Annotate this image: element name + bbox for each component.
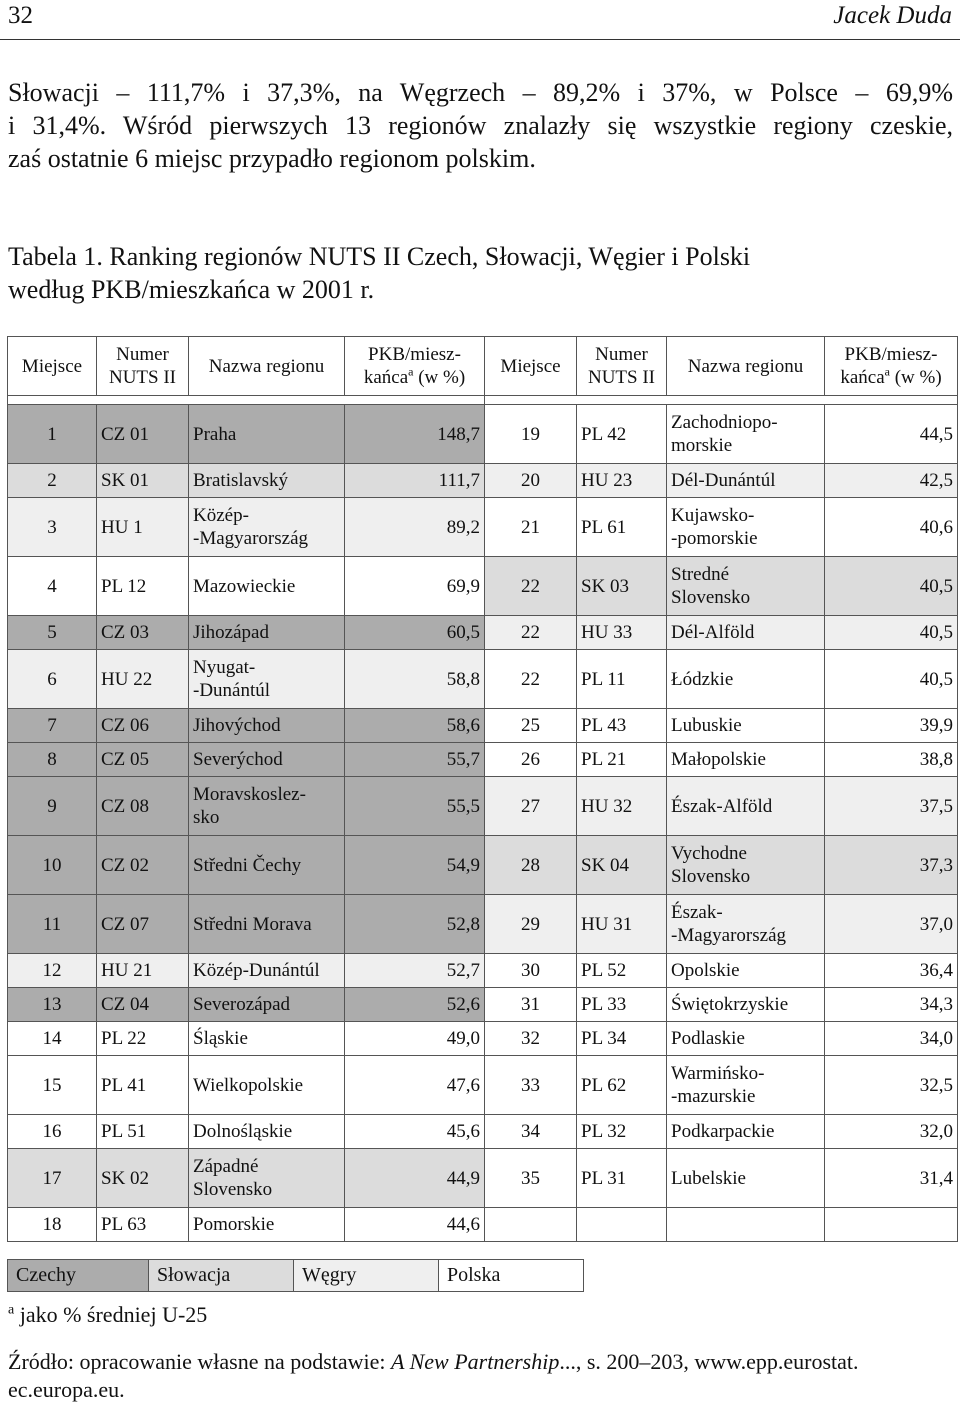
cell-code: PL 21 [577,743,667,777]
cell-code: HU 33 [577,616,667,650]
cell-code: PL 33 [577,988,667,1022]
cell-rank: 35 [485,1149,577,1208]
source-title: A New Partnership [391,1349,560,1374]
cell-rank: 1 [8,405,97,464]
cell-name: Severozápad [189,988,345,1022]
header-pkb [825,337,958,396]
cell-value: 111,7 [345,464,485,498]
cell-value: 40,5 [825,616,958,650]
cell-value: 44,5 [825,405,958,464]
cell-code: PL 41 [97,1056,189,1115]
cell-rank: 32 [485,1022,577,1056]
cell-name: Jihovýchod [189,709,345,743]
cell-name: Jihozápad [189,616,345,650]
cell-name: Moravskoslez- sko [189,777,345,836]
cell-rank: 13 [8,988,97,1022]
cell-name: Podkarpackie [667,1115,825,1149]
intro-line: zaś ostatnie 6 miejsc przypadło regionom polskim. [8,144,536,173]
cell-value: 32,5 [825,1056,958,1115]
table-row [8,464,958,498]
header-pkb-line2b: (w %) [889,367,942,388]
cell-code: PL 42 [577,405,667,464]
source-note [8,1348,958,1404]
cell-name: Łódzkie [667,650,825,709]
cell-rank: 9 [8,777,97,836]
source-suffix: ..., s. 200–203, www.epp.eurostat. [559,1349,859,1374]
cell-name: Zachodniopo- morskie [667,405,825,464]
cell-rank: 17 [8,1149,97,1208]
footnote [8,1302,207,1328]
cell-code: SK 01 [97,464,189,498]
cell-code: PL 63 [97,1208,189,1242]
cell-name: Mazowieckie [189,557,345,616]
legend [7,1259,584,1292]
cell-value: 58,6 [345,709,485,743]
table-row [8,498,958,557]
table-row [8,895,958,954]
table-row [8,954,958,988]
cell-name: Śląskie [189,1022,345,1056]
cell-value: 38,8 [825,743,958,777]
cell-code: CZ 07 [97,895,189,954]
cell-name: Wielkopolskie [189,1056,345,1115]
cell-rank: 22 [485,650,577,709]
cell-value: 31,4 [825,1149,958,1208]
cell-rank: 31 [485,988,577,1022]
header-miejsce: Miejsce [8,337,97,396]
cell-rank: 15 [8,1056,97,1115]
header-numer [97,337,189,396]
cell-code: SK 02 [97,1149,189,1208]
cell-rank: 34 [485,1115,577,1149]
header-spacer-row [8,396,958,405]
table-row [8,1022,958,1056]
cell-name: Západné Slovensko [189,1149,345,1208]
table-row [8,616,958,650]
table-row [8,1149,958,1208]
cell-rank: 22 [485,557,577,616]
cell-name: Dolnośląskie [189,1115,345,1149]
ranking-table [7,336,958,1242]
header-numer [577,337,667,396]
legend-row [8,1260,584,1292]
cell-code: HU 22 [97,650,189,709]
cell-code: HU 23 [577,464,667,498]
table-row [8,1115,958,1149]
cell-name: Opolskie [667,954,825,988]
cell-value: 60,5 [345,616,485,650]
header-numer-line2: NUTS II [587,367,656,388]
cell-value: 40,6 [825,498,958,557]
cell-rank: 11 [8,895,97,954]
cell-rank: 26 [485,743,577,777]
header-nazwa: Nazwa regionu [667,337,825,396]
cell-value: 34,3 [825,988,958,1022]
cell-code: PL 12 [97,557,189,616]
cell-rank: 27 [485,777,577,836]
cell-value: 32,0 [825,1115,958,1149]
cell-value: 42,5 [825,464,958,498]
header-pkb-line1: PKB/miesz- [844,344,938,365]
cell-code: PL 61 [577,498,667,557]
cell-name: Pomorskie [189,1208,345,1242]
footnote-text: jako % średniej U-25 [14,1302,208,1327]
spacer-cell [485,396,958,405]
empty-cell [485,1208,577,1242]
caption-line: według PKB/mieszkańca w 2001 r. [8,275,375,304]
cell-value: 52,7 [345,954,485,988]
cell-code: PL 11 [577,650,667,709]
cell-rank: 28 [485,836,577,895]
cell-name: Vychodne Slovensko [667,836,825,895]
cell-code: PL 34 [577,1022,667,1056]
cell-code: CZ 04 [97,988,189,1022]
legend-item-hu: Węgry [294,1260,439,1292]
legend-item-cz: Czechy [8,1260,149,1292]
cell-name: Közép- -Magyarország [189,498,345,557]
cell-rank: 29 [485,895,577,954]
cell-rank: 5 [8,616,97,650]
cell-value: 45,6 [345,1115,485,1149]
header-pkb [345,337,485,396]
cell-rank: 33 [485,1056,577,1115]
cell-rank: 30 [485,954,577,988]
cell-code: PL 62 [577,1056,667,1115]
cell-rank: 4 [8,557,97,616]
cell-code: CZ 05 [97,743,189,777]
table-caption [8,240,948,306]
legend-item-pl: Polska [439,1260,584,1292]
footnote-marker: a [408,364,414,379]
cell-name: Észak-Alföld [667,777,825,836]
cell-rank: 20 [485,464,577,498]
cell-value: 37,0 [825,895,958,954]
cell-code: PL 31 [577,1149,667,1208]
page-number: 32 [8,2,33,29]
table-row [8,1056,958,1115]
cell-value: 52,6 [345,988,485,1022]
cell-code: PL 32 [577,1115,667,1149]
cell-name: Středni Čechy [189,836,345,895]
table-header-row [8,337,958,396]
cell-name: Severýchod [189,743,345,777]
table-row [8,777,958,836]
footnote-marker: a [8,1302,15,1318]
header-pkb-line2b: (w %) [413,367,466,388]
table-row [8,836,958,895]
cell-code: CZ 02 [97,836,189,895]
cell-rank: 10 [8,836,97,895]
cell-name: Bratislavský [189,464,345,498]
cell-code: CZ 08 [97,777,189,836]
cell-rank: 18 [8,1208,97,1242]
source-line2: ec.europa.eu. [8,1377,125,1402]
cell-value: 54,9 [345,836,485,895]
cell-value: 47,6 [345,1056,485,1115]
cell-name: Małopolskie [667,743,825,777]
running-head-author: Jacek Duda [833,2,952,29]
cell-rank: 12 [8,954,97,988]
caption-line: Tabela 1. Ranking regionów NUTS II Czech, Słowacji, Węgier i Polski [8,242,751,271]
cell-name: Kujawsko- -pomorskie [667,498,825,557]
cell-rank: 21 [485,498,577,557]
cell-code: PL 43 [577,709,667,743]
table-row [8,650,958,709]
cell-name: Észak- -Magyarország [667,895,825,954]
table-row [8,988,958,1022]
cell-rank: 22 [485,616,577,650]
spacer-cell [8,396,485,405]
cell-rank: 8 [8,743,97,777]
cell-rank: 2 [8,464,97,498]
cell-rank: 6 [8,650,97,709]
cell-code: HU 21 [97,954,189,988]
cell-code: SK 04 [577,836,667,895]
cell-code: CZ 01 [97,405,189,464]
cell-name: Warmińsko- -mazurskie [667,1056,825,1115]
cell-value: 37,3 [825,836,958,895]
source-prefix: Źródło: opracowanie własne na podstawie: [8,1349,392,1374]
cell-code: PL 22 [97,1022,189,1056]
cell-code: SK 03 [577,557,667,616]
intro-line: i 31,4%. Wśród pierwszych 13 regionów znalazły się wszystkie regiony czeskie, [8,111,953,140]
empty-cell [825,1208,958,1242]
cell-name: Dél-Alföld [667,616,825,650]
cell-rank: 14 [8,1022,97,1056]
table-row [8,1208,958,1242]
cell-value: 148,7 [345,405,485,464]
cell-rank: 7 [8,709,97,743]
cell-value: 58,8 [345,650,485,709]
cell-name: Praha [189,405,345,464]
table-row [8,709,958,743]
cell-value: 40,5 [825,557,958,616]
header-pkb-line2a: kańca [363,367,409,388]
cell-value: 39,9 [825,709,958,743]
empty-cell [667,1208,825,1242]
cell-rank: 19 [485,405,577,464]
cell-value: 37,5 [825,777,958,836]
intro-line: Słowacji – 111,7% i 37,3%, na Węgrzech – 89,2% i 37%, w Polsce – 69,9% [8,78,953,107]
table-row [8,557,958,616]
cell-value: 55,5 [345,777,485,836]
cell-code: PL 52 [577,954,667,988]
cell-name: Podlaskie [667,1022,825,1056]
empty-cell [577,1208,667,1242]
cell-value: 34,0 [825,1022,958,1056]
cell-value: 49,0 [345,1022,485,1056]
header-pkb-line2a: kańca [840,367,885,388]
cell-value: 89,2 [345,498,485,557]
cell-name: Lubuskie [667,709,825,743]
cell-name: Közép-Dunántúl [189,954,345,988]
header-miejsce: Miejsce [485,337,577,396]
cell-value: 52,8 [345,895,485,954]
cell-value: 36,4 [825,954,958,988]
cell-rank: 25 [485,709,577,743]
footnote-marker: a [884,364,890,379]
cell-name: Świętokrzyskie [667,988,825,1022]
cell-value: 69,9 [345,557,485,616]
cell-name: Lubelskie [667,1149,825,1208]
header-numer-line1: Numer [595,344,648,365]
cell-name: Stredné Slovensko [667,557,825,616]
header-pkb-line1: PKB/miesz- [368,344,461,365]
cell-code: HU 1 [97,498,189,557]
header-nazwa: Nazwa regionu [189,337,345,396]
cell-name: Středni Morava [189,895,345,954]
intro-paragraph [8,76,953,175]
cell-name: Nyugat- -Dunántúl [189,650,345,709]
cell-name: Dél-Dunántúl [667,464,825,498]
cell-rank: 3 [8,498,97,557]
table-row [8,743,958,777]
legend-item-sk: Słowacja [149,1260,294,1292]
page-header [0,0,960,40]
cell-value: 44,6 [345,1208,485,1242]
header-numer-line1: Numer [116,344,169,365]
ranking-body [8,396,958,1242]
cell-value: 40,5 [825,650,958,709]
cell-code: PL 51 [97,1115,189,1149]
cell-value: 55,7 [345,743,485,777]
cell-code: HU 32 [577,777,667,836]
cell-value: 44,9 [345,1149,485,1208]
cell-code: CZ 03 [97,616,189,650]
cell-code: CZ 06 [97,709,189,743]
header-numer-line2: NUTS II [108,367,177,388]
cell-rank: 16 [8,1115,97,1149]
cell-code: HU 31 [577,895,667,954]
table-row [8,405,958,464]
